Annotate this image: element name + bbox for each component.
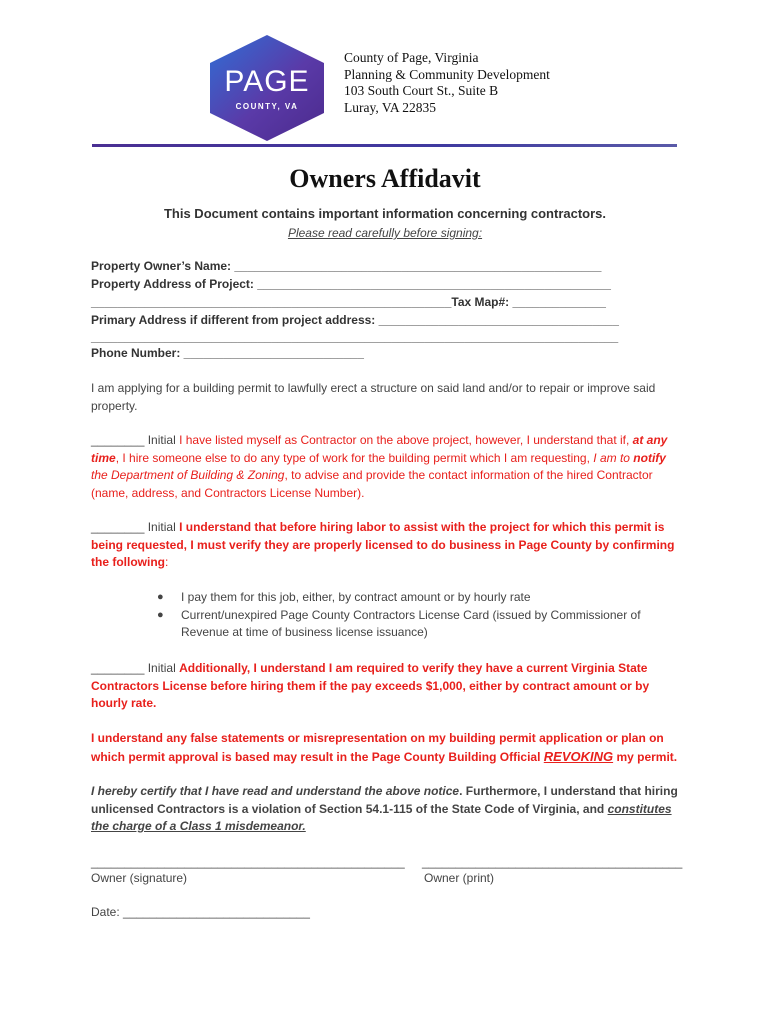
clause-text: I understand that before hiring labor to assist with the project for which this permit is being requested, I must verify they are properly licensed to do business in Page County by confirming the following [91, 520, 675, 569]
primary-address-field[interactable]: Primary Address if different from project address: ____________________________________ [91, 313, 619, 327]
initial-label: Initial [144, 520, 180, 534]
clause-text: , to advise and provide the contact information of the hired Contractor (name, address, and Contractors License Number). [91, 468, 653, 500]
logo-word: PAGE [224, 65, 310, 98]
date-field[interactable]: Date: ____________________________ [91, 905, 310, 919]
owner-print-label: Owner (print) [424, 871, 495, 885]
address-line: County of Page, Virginia [344, 50, 479, 65]
header-divider [92, 144, 677, 147]
initial-label: Initial [144, 661, 180, 675]
tax-map-field[interactable]: ______________________________________________________Tax Map#: ______________ [91, 295, 606, 309]
primary-address-continued[interactable]: _______________________________________________________________________________ [91, 330, 619, 344]
clause-colon: : [165, 555, 169, 569]
clause-text: Additionally, I understand I am required to verify they have a current Virginia State Contractors License before hiring them if the pay exceeds $1,000, either by contract amount or by hourly rate. [91, 661, 650, 710]
phone-number-field[interactable]: Phone Number: ___________________________ [91, 346, 364, 360]
list-item-text: I pay them for this job, either, by contract amount or by hourly rate [181, 590, 531, 604]
initial-blank[interactable]: ________ [91, 433, 145, 447]
document-subtitle: This Document contains important information concerning contractors. [163, 206, 607, 221]
initial-clause-3 [91, 660, 681, 713]
verification-list [157, 589, 677, 642]
clause-text: , I hire someone else to do any type of work for the building permit which I am requesting, [115, 450, 594, 465]
list-item-text: Current/unexpired Page County Contractors License Card (issued by Commissioner of Revenue at time of business license issuance) [181, 607, 641, 639]
initial-label: Initial [144, 433, 180, 447]
misdemeanor-emphasis: constitutes the charge of a Class 1 misdemeanor. [91, 801, 672, 833]
list-item [157, 589, 677, 607]
bullet-icon: ● [157, 608, 164, 621]
initial-clause-2 [91, 519, 681, 572]
warning-text: my permit. [613, 749, 678, 764]
owner-print-line[interactable]: _______________________________________ [422, 855, 683, 869]
owner-name-field[interactable]: Property Owner’s Name: _______________________________________________________ [91, 259, 602, 273]
certify-text: I hereby certify that I have read and understand the above notice [91, 784, 460, 798]
office-address [344, 50, 550, 116]
address-line: Planning & Community Development [344, 66, 550, 82]
certification-statement [91, 783, 681, 836]
initial-blank[interactable]: ________ [91, 661, 145, 675]
clause-emphasis: the Department of Building & Zoning [91, 468, 285, 482]
address-line: Luray, VA 22835 [344, 99, 437, 115]
revocation-warning [91, 730, 681, 766]
clause-text: I have listed myself as Contractor on the above project, however, I understand that if, [179, 433, 633, 447]
clause-emphasis: I am to [593, 450, 634, 465]
bullet-icon: ● [157, 591, 164, 603]
certify-text: . Furthermore, I understand that hiring unlicensed Contractors is a violation of Section 54.1-115 of the State Code of Virginia, and [91, 784, 678, 816]
list-item [157, 607, 677, 642]
clause-emphasis: at any time [91, 433, 668, 465]
property-address-field[interactable]: Property Address of Project: _____________________________________________________ [91, 277, 611, 291]
initial-blank[interactable]: ________ [91, 520, 145, 534]
owner-signature-line[interactable]: _______________________________________________ [91, 855, 405, 869]
page-county-logo [206, 33, 328, 143]
intro-statement: I am applying for a building permit to lawfully erect a structure on said land and/or to repair or improve said property. [91, 381, 656, 413]
owner-signature-label: Owner (signature) [91, 871, 188, 885]
initial-clause-1 [91, 432, 681, 502]
revoking-emphasis: REVOKING [543, 748, 614, 764]
document-title: Owners Affidavit [289, 164, 481, 193]
logo-subtext: COUNTY, VA [235, 102, 299, 111]
warning-text: I understand any false statements or misrepresentation on my building permit application or plan on which permit approval is based may result in the Page County Building Official [91, 731, 664, 764]
address-line: 103 South Court St., Suite B [344, 83, 499, 98]
clause-emphasis: notify [633, 450, 666, 465]
signing-instruction: Please read carefully before signing: [287, 226, 483, 240]
